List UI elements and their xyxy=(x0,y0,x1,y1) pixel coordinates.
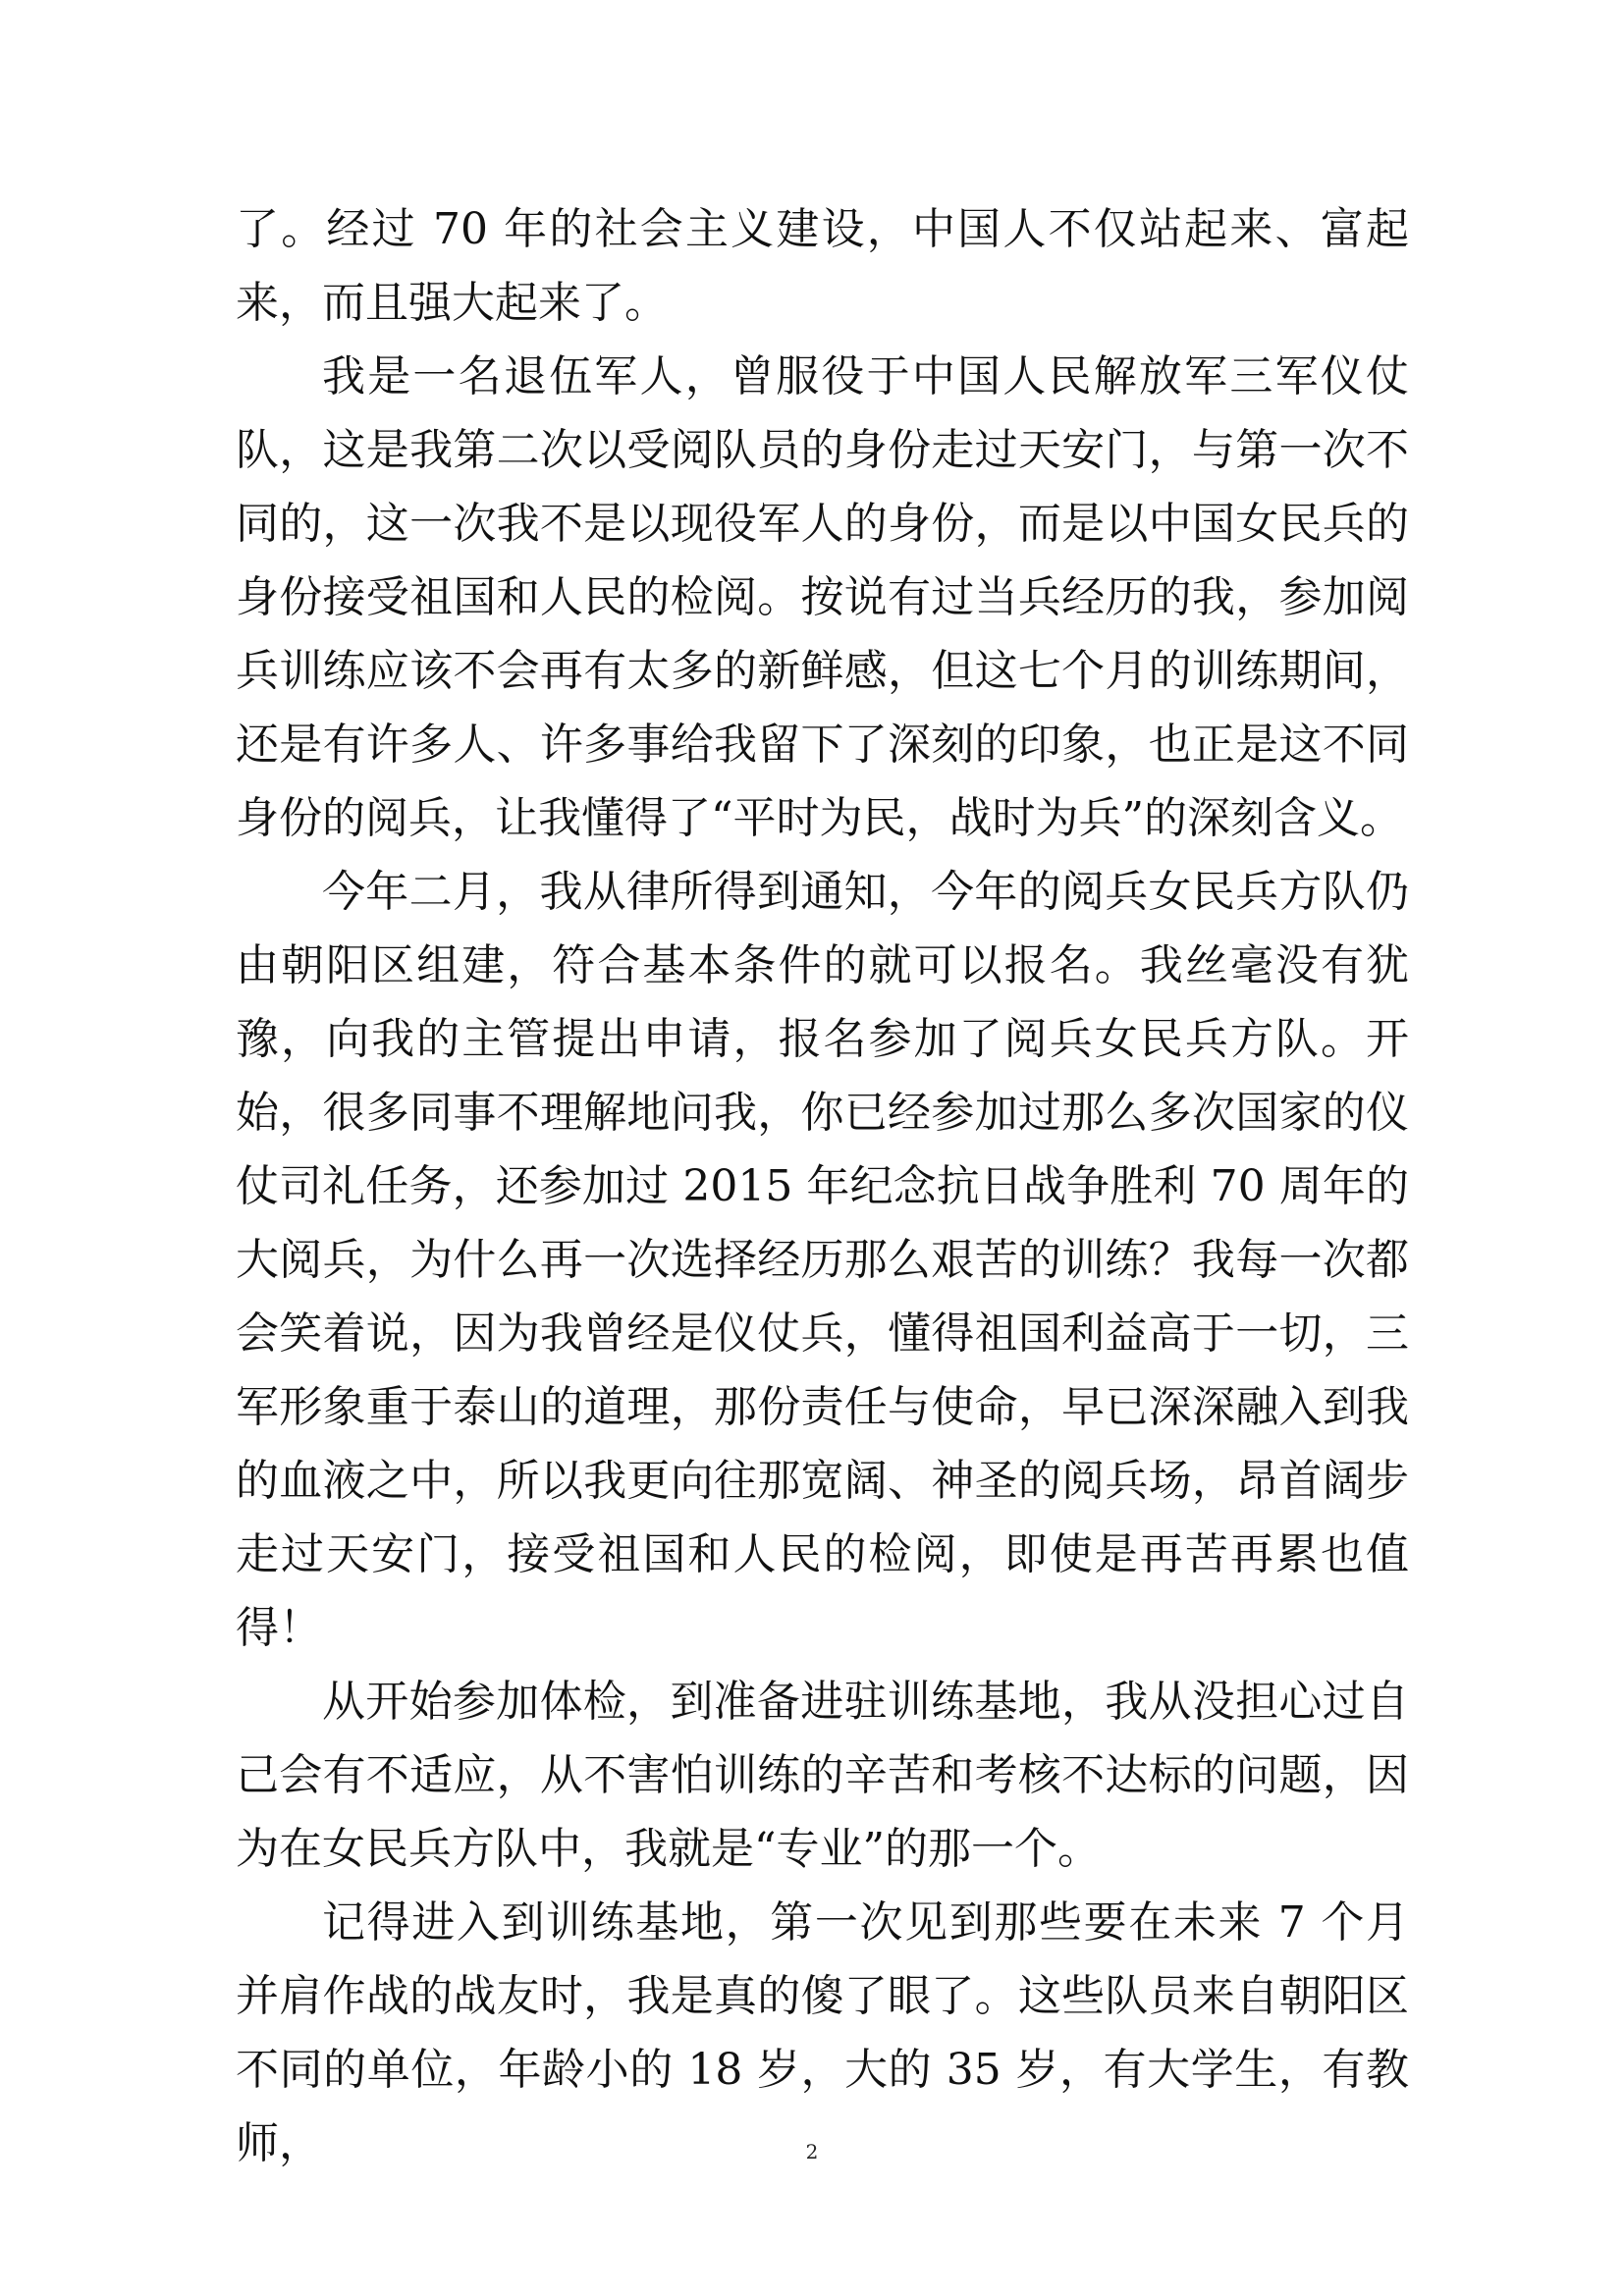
paragraph-february: 今年二月，我从律所得到通知，今年的阅兵女民兵方队仍由朝阳区组建，符合基本条件的就可以报名。我丝毫没有犹豫，向我的主管提出申请，报名参加了阅兵女民兵方队。开始，很多同事不理解地问我，你已经参加过那么多次国家的仪仗司礼任务，还参加过 2015 年纪念抗日战争胜利 70 周年的大阅兵，为什么再一次选择经历那么艰苦的训练？我每一次都会笑着说，因为我曾经是仪仗兵，懂得祖国利益高于一切，三军形象重于泰山的道理，那份责任与使命，早已深深融入到我的血液之中，所以我更向往那宽阔、神圣的阅兵场，昂首阔步走过天安门，接受祖国和人民的检阅，即使是再苦再累也值得！ xyxy=(236,867,1409,1653)
page-number: 2 xyxy=(805,2140,819,2163)
paragraph-continuation: 了。经过 70 年的社会主义建设，中国人不仅站起来、富起来，而且强大起来了。 xyxy=(236,204,1409,328)
paragraph-physical-exam: 从开始参加体检，到准备进驻训练基地，我从没担心过自己会有不适应，从不害怕训练的辛苦和考核不达标的问题，因为在女民兵方队中，我就是“专业”的那一个。 xyxy=(236,1677,1409,1874)
paragraph-training-base: 记得进入到训练基地，第一次见到那些要在未来 7 个月并肩作战的战友时，我是真的傻了眼了。这些队员来自朝阳区不同的单位，年龄小的 18 岁，大的 35 岁，有大学生，有教师， xyxy=(236,1897,1409,2168)
paragraph-veteran: 我是一名退伍军人，曾服役于中国人民解放军三军仪仗队，这是我第二次以受阅队员的身份走过天安门，与第一次不同的，这一次我不是以现役军人的身份，而是以中国女民兵的身份接受祖国和人民的检阅。按说有过当兵经历的我，参加阅兵训练应该不会再有太多的新鲜感，但这七个月的训练期间，还是有许多人、许多事给我留下了深刻的印象，也正是这不同身份的阅兵，让我懂得了“平时为民，战时为兵”的深刻含义。 xyxy=(236,351,1409,843)
body-text xyxy=(236,192,1409,2180)
